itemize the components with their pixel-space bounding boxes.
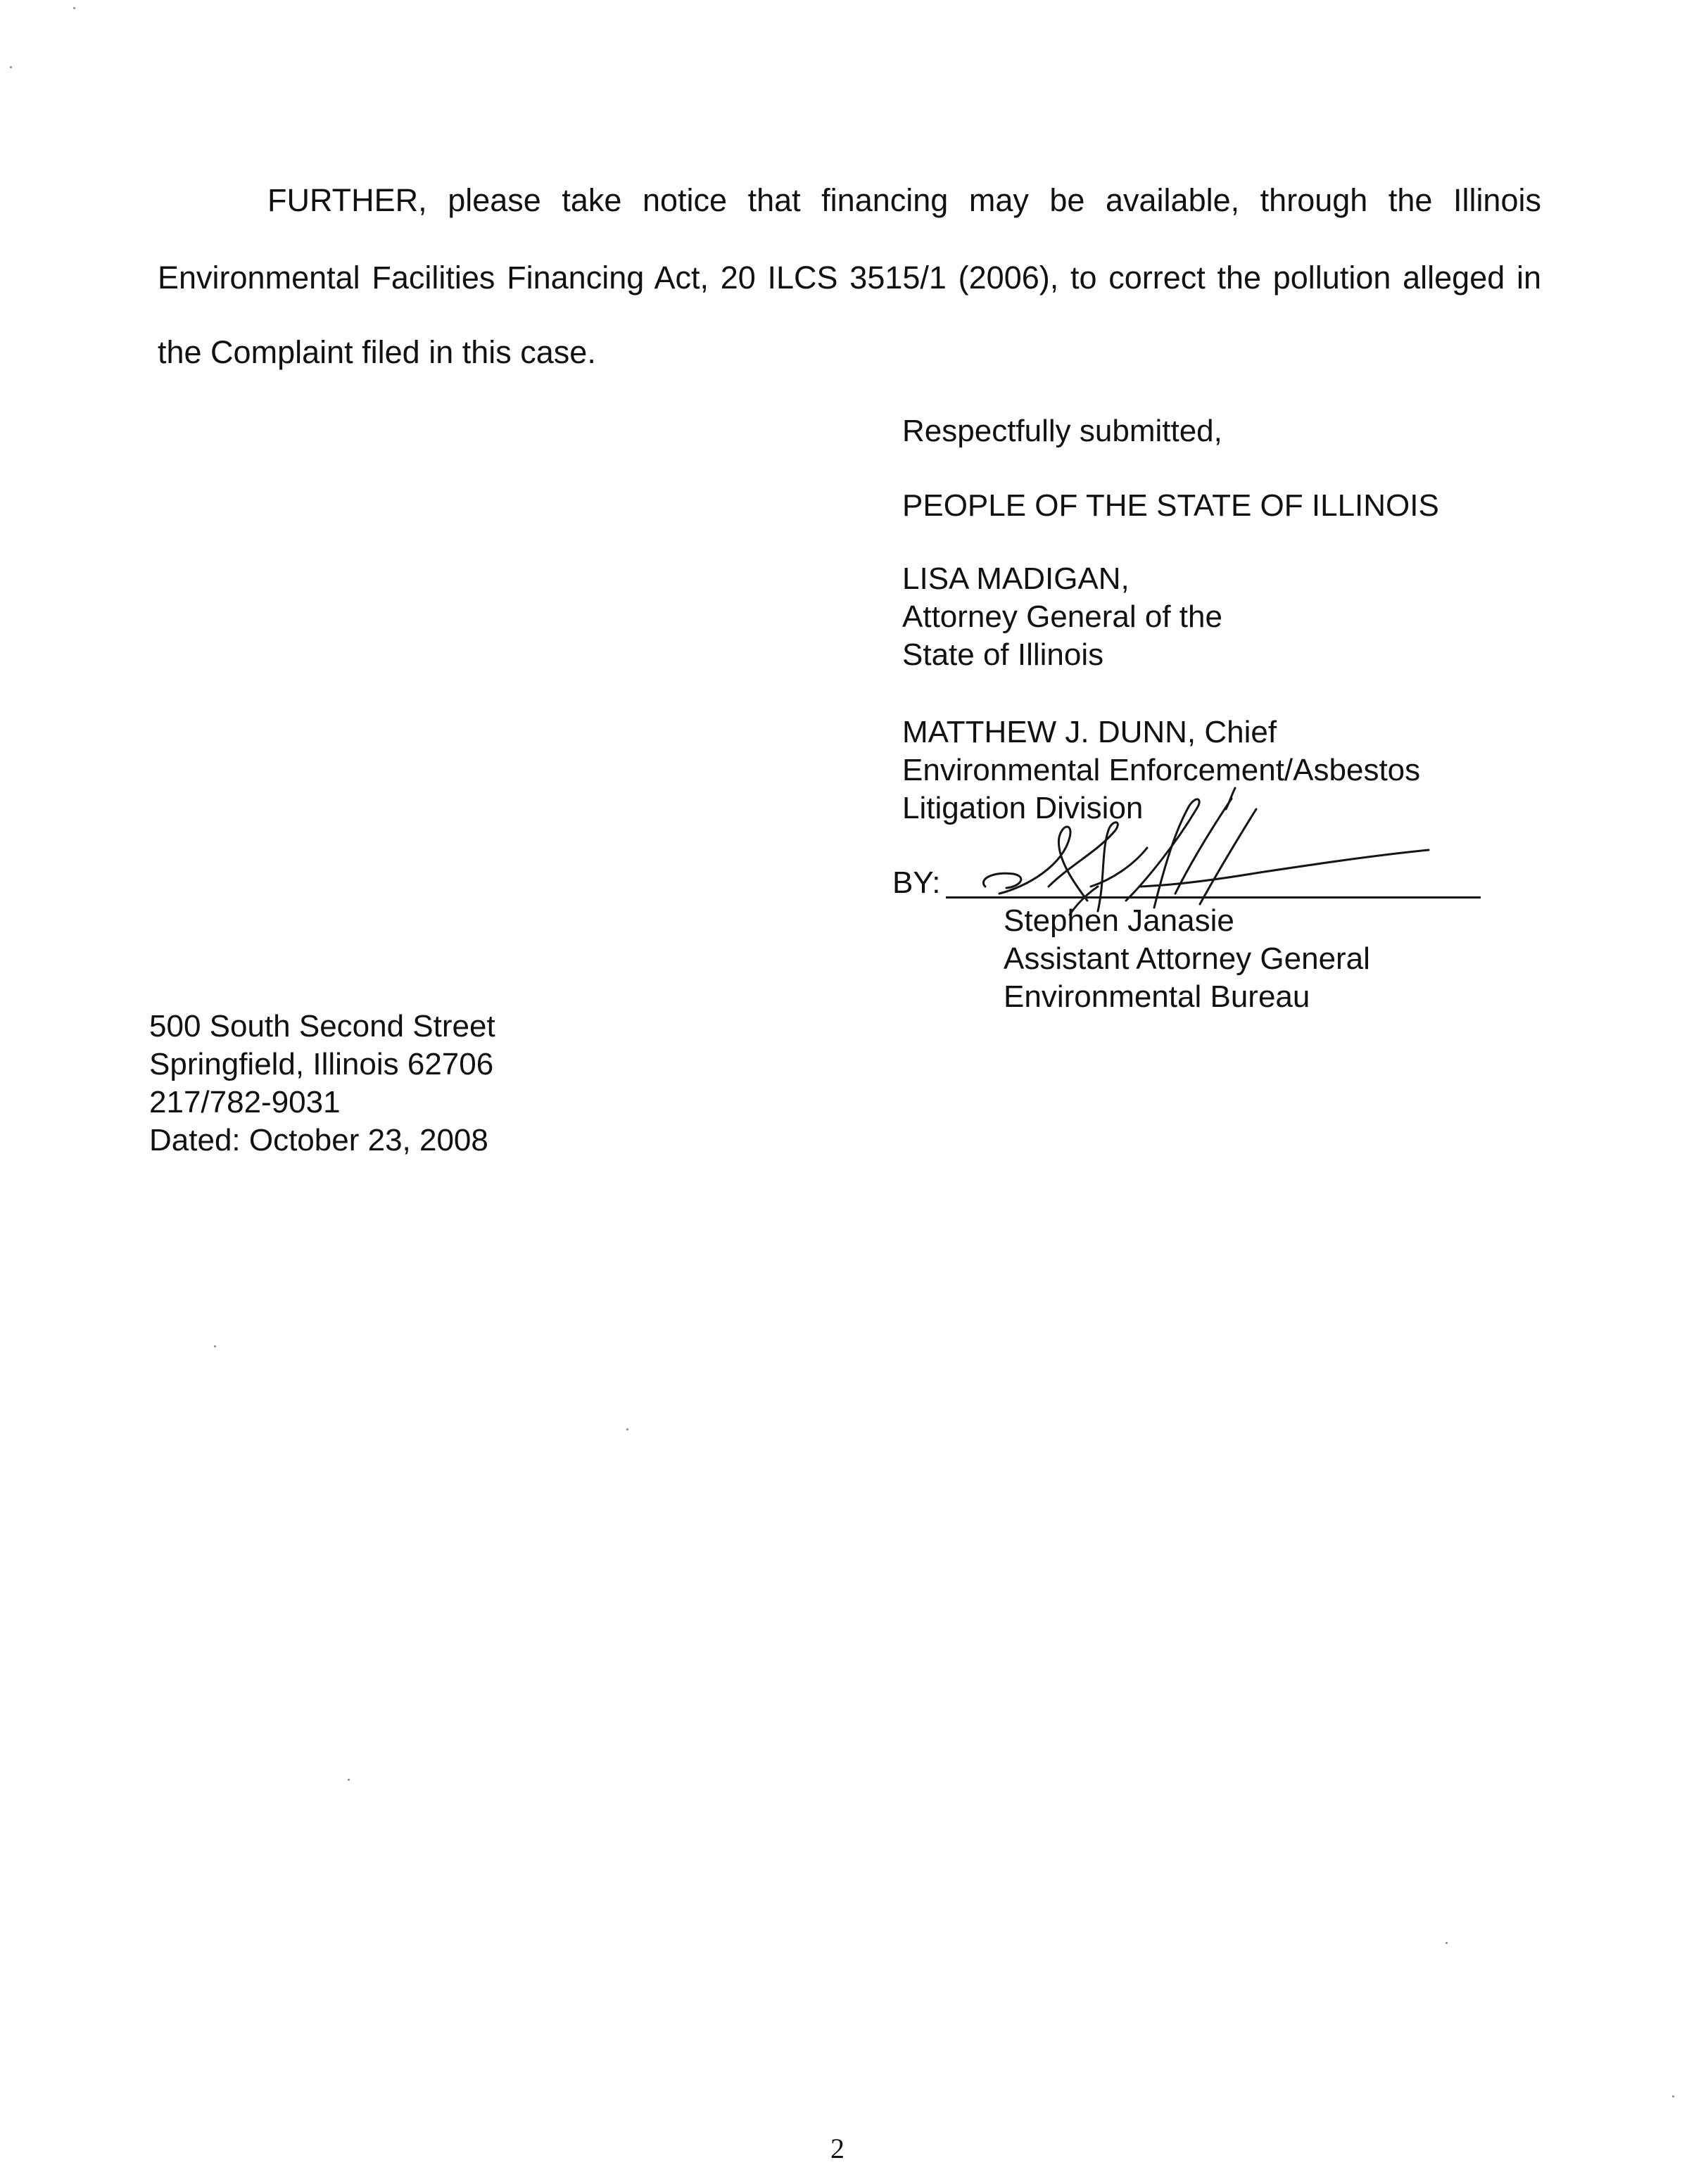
paragraph-line: FURTHER, please take notice that financing may be available, through the Illinois: [267, 182, 1541, 218]
scan-speck: [626, 1428, 628, 1430]
address-block: [149, 1008, 495, 1160]
attorney-general-title: Attorney General of the: [902, 599, 1222, 634]
attorney-general-title: State of Illinois: [902, 637, 1104, 672]
date-line: Dated: October 23, 2008: [149, 1123, 488, 1157]
chief-name: MATTHEW J. DUNN, Chief: [902, 715, 1277, 749]
attorney-general-name: LISA MADIGAN,: [902, 561, 1130, 596]
closing-text: [902, 412, 1222, 450]
signer-block: [1004, 902, 1370, 1016]
address-phone: 217/782-9031: [149, 1085, 341, 1119]
scan-speck: [348, 1779, 350, 1781]
signer-name: Stephen Janasie: [1004, 903, 1234, 938]
by-label: BY:: [892, 865, 941, 900]
scan-speck: [73, 7, 75, 9]
signer-title: Assistant Attorney General: [1004, 941, 1370, 976]
attorney-general-block: [902, 560, 1222, 674]
signer-title: Environmental Bureau: [1004, 979, 1310, 1014]
party-name: [902, 487, 1439, 525]
paragraph-line: the Complaint filed in this case.: [158, 334, 596, 370]
page-number: 2: [830, 2133, 844, 2164]
address-city: Springfield, Illinois 62706: [149, 1047, 494, 1081]
scan-speck: [10, 66, 12, 68]
scan-speck: [1672, 2095, 1674, 2097]
chief-title: Litigation Division: [902, 791, 1144, 825]
scan-speck: [1446, 1942, 1448, 1944]
party-line: PEOPLE OF THE STATE OF ILLINOIS: [902, 488, 1439, 523]
address-street: 500 South Second Street: [149, 1009, 495, 1043]
scan-speck: [214, 1345, 216, 1347]
closing-line: Respectfully submitted,: [902, 414, 1222, 448]
chief-title: Environmental Enforcement/Asbestos: [902, 753, 1421, 787]
paragraph-line: Environmental Facilities Financing Act, 20 ILCS 3515/1 (2006), to correct the pollution alleged in: [158, 260, 1541, 296]
